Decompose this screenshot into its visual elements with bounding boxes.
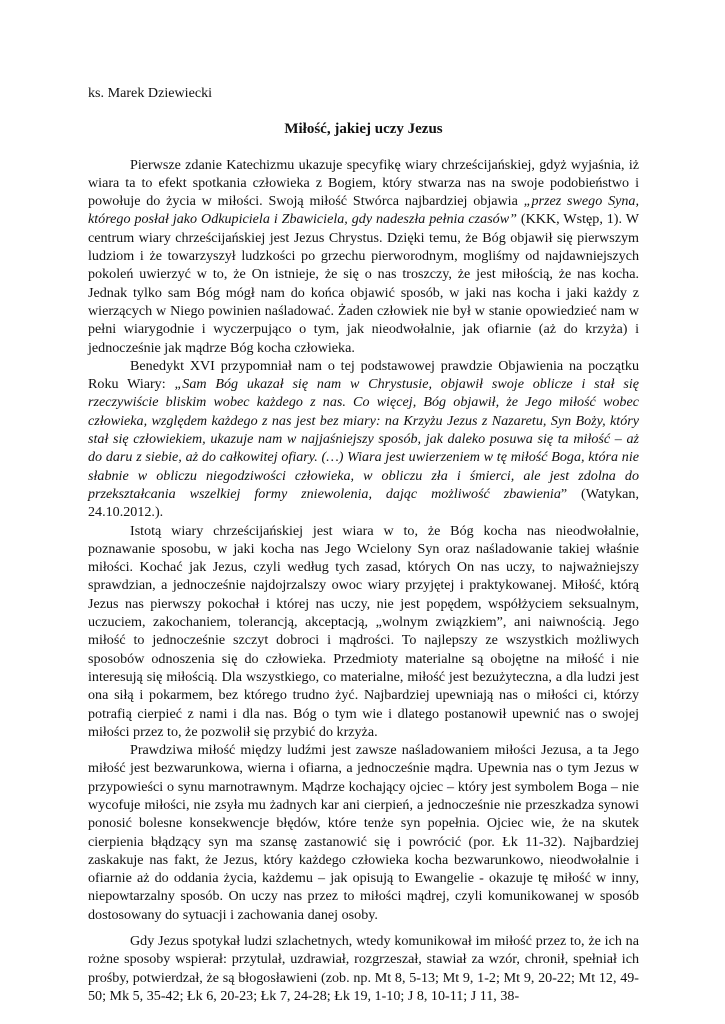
document-title: Miłość, jakiej uczy Jezus (284, 121, 443, 138)
quoted-text: „Sam Bóg ukazał się nam w Chrystusie, objawił swoje oblicze i stał się rzeczywiście bliskim wobec każdego z nas. Co więcej, Bóg objawił, że Jego miłość wobec człowieka, względem każdego z nas jest bez miary: na Krzyżu Jezus z Nazaretu, Syn Boży, który stał się człowiekiem, ukazuje nam w najjaśniejszy sposób, jak daleko posuwa się ta miłość – aż do daru z siebie, aż do całkowitej ofiary. (…) Wiara jest uwierzeniem w tę miłość Boga, która nie słabnie w obliczu niegodziwości człowieka, w obliczu zła i śmierci, ale jest zdolna do przekształcania wszelkiej formy zniewolenia, dając możliwość zbawienia (88, 376, 640, 502)
paragraph-text: (KKK, Wstęp, 1). W centrum wiary chrześcijańskiej jest Jezus Chrystus. Dzięki temu, że Bóg objawił się pierwszym ludziom i że towarzyszył ludzkości po grzechu pierworodnym, mogliśmy od najdawniejszych pokoleń uwierzyć w to, że On istnieje, że się o nas troszczy, że jest miłością, że nas kocha. Jednak tylko sam Bóg mógł nam do końca objawić sposób, w jaki nas kocha i jaki każdy z wierzących w Niego powinien naśladować. Żaden człowiek nie był w stanie opowiedzieć nam w pełni wiarygodnie i wyczerpująco o tym, jak nieodwołalnie, jak ofiarnie (aż do krzyża) i jednocześnie jak mądrze Bóg kocha człowieka. (88, 211, 639, 356)
paragraph-text: Benedykt XVI przypomniał nam o tej podstawowej prawdzie Objawienia na początku Roku Wiary: (88, 357, 639, 393)
author-line: ks. Marek Dziewiecki (88, 85, 213, 101)
body-paragraph (88, 932, 639, 1005)
body-paragraph (88, 357, 639, 522)
paragraph-text: Prawdziwa miłość między ludźmi jest zawsze naśladowaniem miłości Jezusa, a ta Jego miłość jest bezwarunkowa, wierna i ofiarna, a jednocześnie mądra. Upewnia nas o tym Jezus w przypowieści o synu marnotrawnym. Mądrze kochający ojciec – który jest symbolem Boga – nie wycofuje miłości, nie zsyła mu żadnych kar ani cierpień, a jednocześnie nie przeszkadza synowi ponosić bolesne konsekwencje błędów, które tenże syn popełnia. Ojciec wie, że na skutek cierpienia błądzący syn ma szansę zastanowić się i powrócić (por. Łk 11-32). Najbardziej zaskakuje nas fakt, że Jezus, który każdego człowieka kocha bezwarunkowo, nieodwołalnie i ofiarnie aż do oddania życia, każdemu – jak opisują to Ewangelie - okazuje tę miłość w inny, niepowtarzalny sposób. On uczy nas przez to miłości mądrej, czyli komunikowanej w sposób dostosowany do sytuacji i zachowania danej osoby. (88, 742, 639, 923)
body-paragraph (88, 741, 639, 924)
paragraph-text: Pierwsze zdanie Katechizmu ukazuje specyfikę wiary chrześcijańskiej, gdyż wyjaśnia, iż wiara ta to efekt spotkania człowieka z Bogiem, który stwarza nas na swoje podobieństwo i powołuje do życia w miłości. Swoją miłość Stwórca najbardziej objawia (88, 156, 639, 210)
paragraph-text: ” (Watykan, 24.10.2012.). (88, 485, 639, 521)
paragraph-text: Istotą wiary chrześcijańskiej jest wiara w to, że Bóg kocha nas nieodwołalnie, poznawanie sposobu, w jaki kocha nas Jego Wcielony Syn oraz naśladowanie takiej właśnie miłości. Kochać jak Jezus, czyli według tych zasad, których On nas uczy, to najważniejszy sprawdzian, a jednocześnie najdojrzalszy owoc wiary przyjętej i praktykowanej. Miłość, którą Jezus nas pierwszy pokochał i której nas uczy, nie jest popędem, współżyciem seksualnym, uczuciem, zakochaniem, tolerancją, akceptacją, „wolnym związkiem”, ani naiwnością. Jego miłość to jednocześnie szczyt dobroci i mądrości. To najlepszy ze wszystkich możliwych sposobów odnoszenia się do człowieka. Przedmioty materialne są obojętne na miłość i nie interesują się miłością. Dla wszystkiego, co materialne, miłość jest bezużyteczna, a dla ludzi jest ona siłą i pokarmem, bez którego trudno żyć. Najbardziej upewniają nas o miłości ci, którzy potrafią cierpieć z nami i dla nas. Bóg o tym wie i dlatego postanowił upewnić nas o swojej miłości przez to, że pozwolił się przybić do krzyża. (88, 522, 639, 740)
body-paragraph (88, 522, 639, 742)
body-paragraph (88, 156, 639, 357)
quoted-text: „przez swego Syna, którego posłał jako Odkupiciela i Zbawiciela, gdy nadeszła pełnia czasów” (88, 193, 639, 228)
document-body (88, 156, 639, 1006)
document-page (88, 84, 639, 1005)
paragraph-text: Gdy Jezus spotykał ludzi szlachetnych, wtedy komunikował im miłość przez to, że ich na rożne sposoby wspierał: przytulał, uzdrawiał, rozgrzeszał, stawiał za wzór, chronił, spełniał ich prośby, potwierdzał, że są błogosławieni (zob. np. Mt 8, 5-13; Mt 9, 1-2; Mt 9, 20-22; Mt 12, 49-50; Mk 5, 35-42; Łk 6, 20-23; Łk 7, 24-28; Łk 19, 1-10; J 8, 10-11; J 11, 38- (88, 933, 639, 1004)
